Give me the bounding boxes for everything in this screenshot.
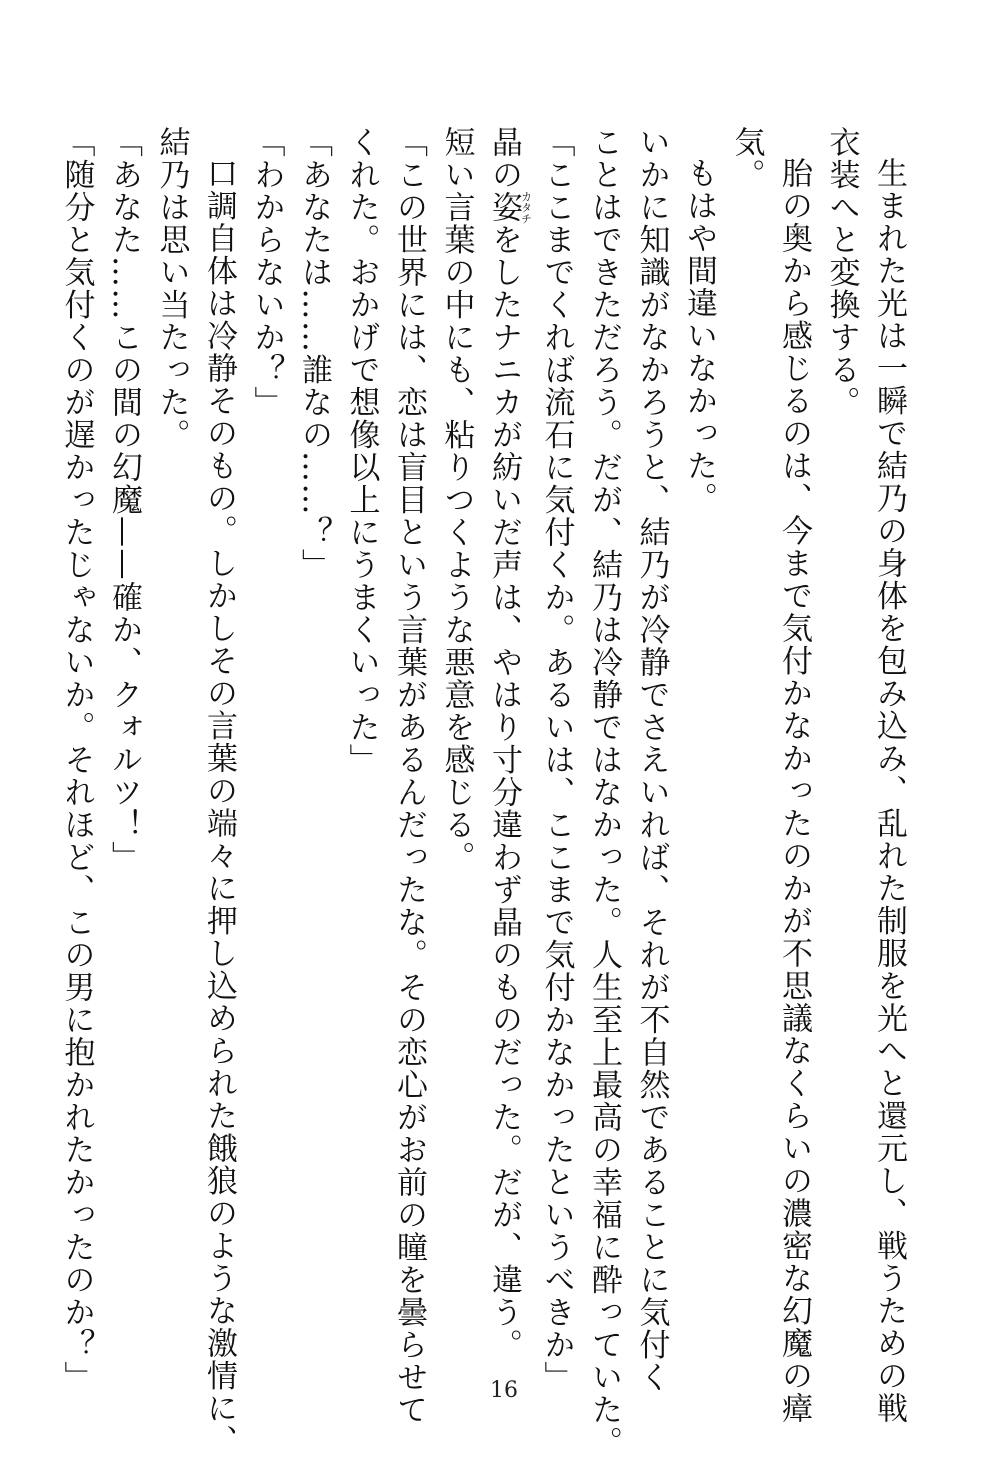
text-line: いかに知識がなかろうと、結乃が冷静でさえいれば、それが不自然であることに気付く — [633, 126, 670, 1394]
text-line: 「あなた……この間の幻魔——確か、クォルツ！」 — [106, 126, 142, 874]
ruby-line-suffix: をしたナニカが紡いだ声は、やはり寸分違わず晶のものだった。だが、違う。 — [486, 223, 522, 1361]
text-line: 「わからないか？」 — [248, 126, 285, 419]
text-line: 気。 — [728, 126, 765, 191]
text-line: 口調自体は冷静そのもの。しかしその言葉の端々に押し込められた餓狼のような激情に、 — [201, 157, 237, 1457]
text-line: 胎の奥から感じるのは、今まで気付かなかったのかが不思議なくらいの濃密な幻魔の瘴 — [776, 157, 812, 1425]
text-line: 結乃は思い当たった。 — [153, 126, 190, 451]
text-line-with-ruby — [480, 126, 533, 1361]
page-number: 16 — [490, 1378, 518, 1403]
text-line: 衣装へと変換する。 — [823, 126, 860, 419]
ruby-annotation — [486, 190, 533, 224]
text-line: くれた。おかげで想像以上にうまくいった」 — [343, 126, 380, 776]
ruby-reading: カタチ — [519, 190, 533, 224]
ruby-base: 姿 — [486, 190, 522, 224]
text-line: 「この世界には、恋は盲目という言葉があるんだったな。その恋心がお前の瞳を曇らせて — [391, 126, 427, 1426]
text-line: ことはできただろう。だが、結乃は冷静ではなかった。人生至上最高の幸福に酔っていた。 — [586, 126, 622, 1459]
text-line: 生まれた光は一瞬で結乃の身体を包み込み、乱れた制服を光へと還元し、戦うための戦 — [871, 157, 907, 1425]
ruby-line-prefix: 晶の — [486, 126, 522, 191]
text-line: 「ここまでくれば流石に気付くか。あるいは、ここまで気付かなかったというべきか」 — [538, 126, 575, 1394]
text-line: 「随分と気付くのが遅かったじゃないか。それほど、この男に抱かれたかったのか？」 — [58, 126, 95, 1394]
text-line: もはや間違いなかった。 — [681, 157, 717, 515]
text-line: 短い言葉の中にも、粘りつくような悪意を感じる。 — [438, 126, 475, 874]
text-line: 「あなたは……誰なの……？」 — [296, 126, 332, 581]
